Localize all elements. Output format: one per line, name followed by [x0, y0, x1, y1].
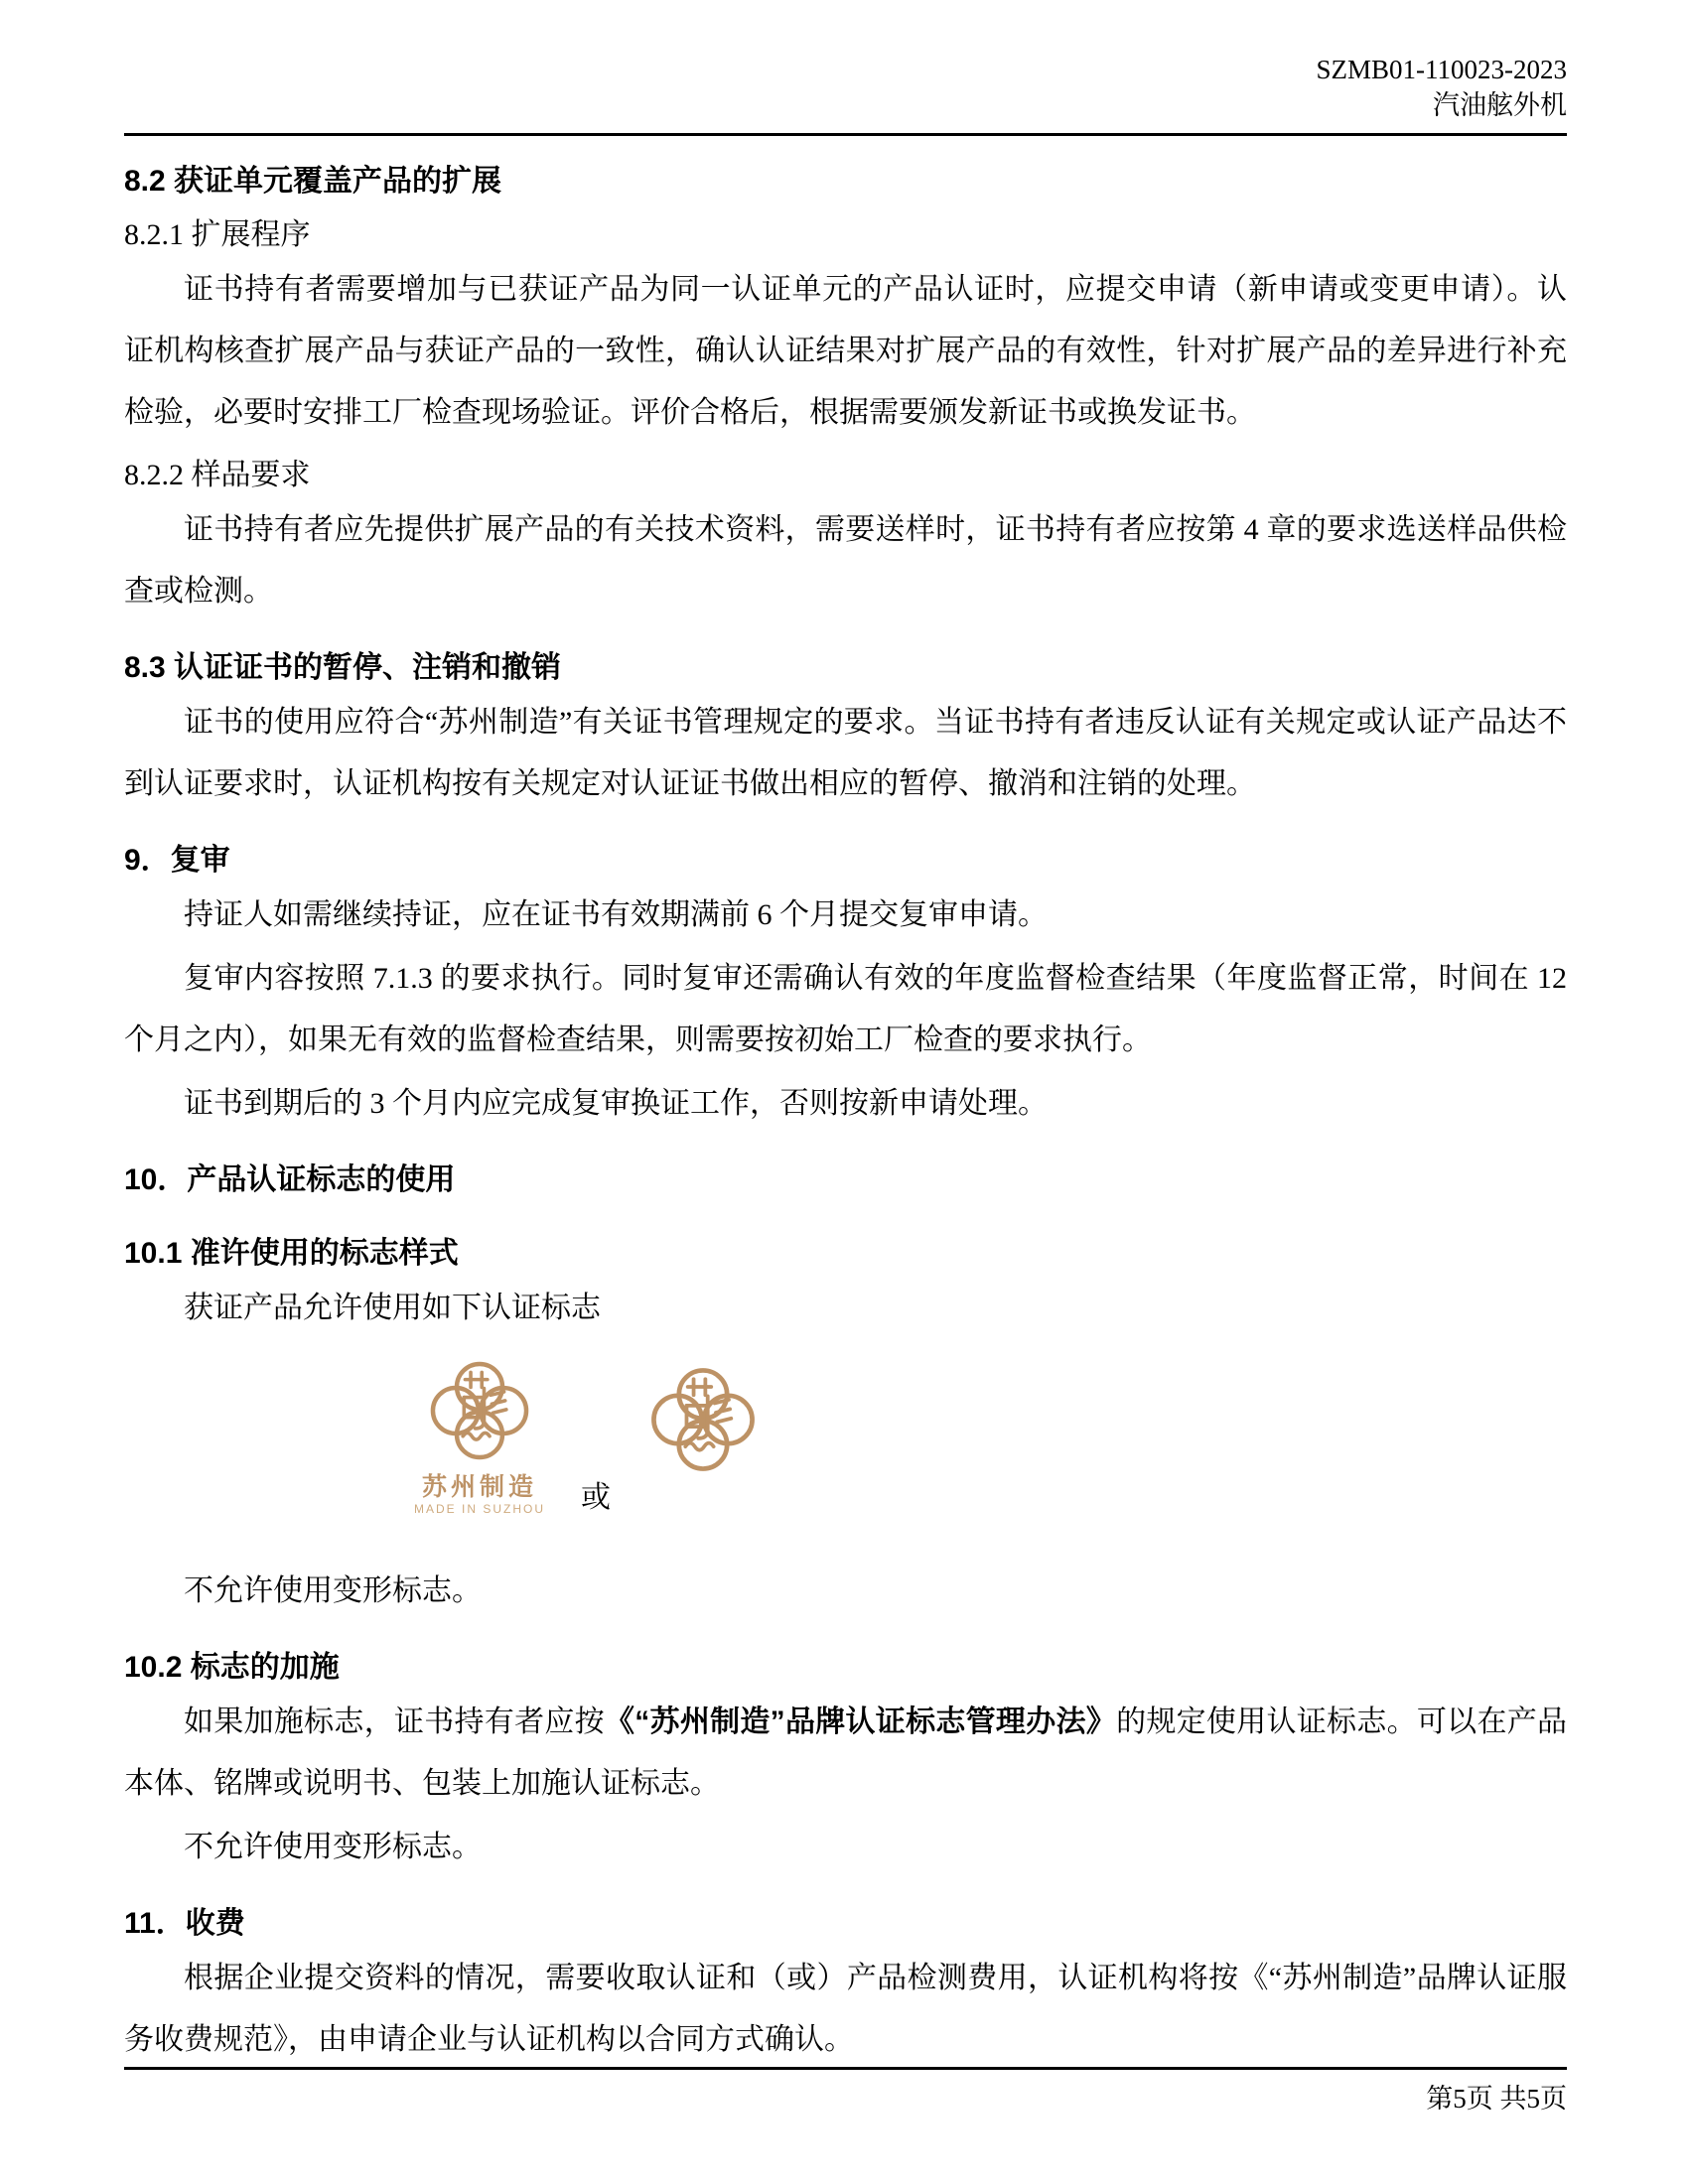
heading-10: 10．产品认证标志的使用	[124, 1163, 456, 1196]
paragraph-8-2-2: 证书持有者应先提供扩展产品的有关技术资料，需要送样时，证书持有者应按第 4 章的要求选送样品供检查或检测。	[124, 513, 1567, 608]
paragraph-9-2: 复审内容按照 7.1.3 的要求执行。同时复审还需确认有效的年度监督检查结果（年度监督正常，时间在 12 个月之内），如果无有效的监督检查结果，则需要按初始工厂检查的要求执行。	[124, 962, 1567, 1056]
paragraph-10-2-suffix: 的规定使用认证标志。可以在产品本体、铭牌或说明书、包装上加施认证标志。	[124, 1706, 1568, 1800]
or-label: 或	[581, 1481, 612, 1514]
paragraph-9-3: 证书到期后的 3 个月内应完成复审换证工作，否则按新申请处理。	[184, 1087, 1048, 1120]
heading-10-1: 10.1 准许使用的标志样式	[124, 1237, 459, 1270]
book-title-mark-management: 《“苏州制造”品牌认证标志管理办法》	[604, 1706, 1117, 1738]
heading-10-2: 10.2 标志的加施	[124, 1651, 340, 1684]
paragraph-8-3: 证书的使用应符合“苏州制造”有关证书管理规定的要求。当证书持有者违反认证有关规定或认证产品达不到认证要求时，认证机构按有关规定对认证证书做出相应的暂停、撤消和注销的处理。	[124, 706, 1567, 800]
paragraph-11: 根据企业提交资料的情况，需要收取认证和（或）产品检测费用，认证机构将按《“苏州制造”品牌认证服务收费规范》，由申请企业与认证机构以合同方式确认。	[124, 1962, 1567, 2056]
certification-marks-row	[414, 1355, 1567, 1517]
paragraph-10-2-prefix: 如果加施标志，证书持有者应按	[184, 1706, 605, 1738]
note-no-deformed-mark-1: 不允许使用变形标志。	[184, 1574, 482, 1607]
suzhou-made-mark-plain	[644, 1361, 762, 1483]
doc-title: 汽油舷外机	[1433, 90, 1567, 120]
heading-8-3: 8.3 认证证书的暂停、注销和撤销	[124, 651, 562, 684]
paragraph-10-2	[124, 1692, 1567, 1815]
suzhou-made-logo-icon	[644, 1361, 762, 1478]
page-number: 第5页 共5页	[1426, 2084, 1567, 2114]
heading-9: 9．复审	[124, 844, 230, 877]
logo-caption-cn: 苏州制造	[422, 1473, 538, 1501]
page-content	[124, 0, 1567, 2071]
suzhou-made-logo-icon	[424, 1355, 535, 1466]
note-no-deformed-mark-2: 不允许使用变形标志。	[184, 1831, 482, 1863]
footer-rule	[124, 2067, 1567, 2070]
heading-8-2: 8.2 获证单元覆盖产品的扩展	[124, 165, 502, 198]
heading-8-2-1: 8.2.1 扩展程序	[124, 218, 311, 251]
paragraph-8-2-1: 证书持有者需要增加与已获证产品为同一认证单元的产品认证时，应提交申请（新申请或变更申请）。认证机构核查扩展产品与获证产品的一致性，确认认证结果对扩展产品的有效性，针对扩展产品的差异进行补充检验，必要时安排工厂检查现场验证。评价合格后，根据需要颁发新证书或换发证书。	[124, 273, 1567, 429]
heading-11: 11．收费	[124, 1907, 245, 1940]
header-rule	[124, 133, 1567, 136]
suzhou-made-mark-with-text	[414, 1355, 545, 1517]
doc-code: SZMB01-110023-2023	[1316, 55, 1567, 84]
document-header	[124, 0, 1567, 123]
heading-8-2-2: 8.2.2 样品要求	[124, 459, 311, 491]
logo-caption-en: MADE IN SUZHOU	[414, 1502, 546, 1516]
paragraph-9-1: 持证人如需继续持证，应在证书有效期满前 6 个月提交复审申请。	[184, 898, 1048, 931]
paragraph-10-1: 获证产品允许使用如下认证标志	[184, 1292, 601, 1324]
